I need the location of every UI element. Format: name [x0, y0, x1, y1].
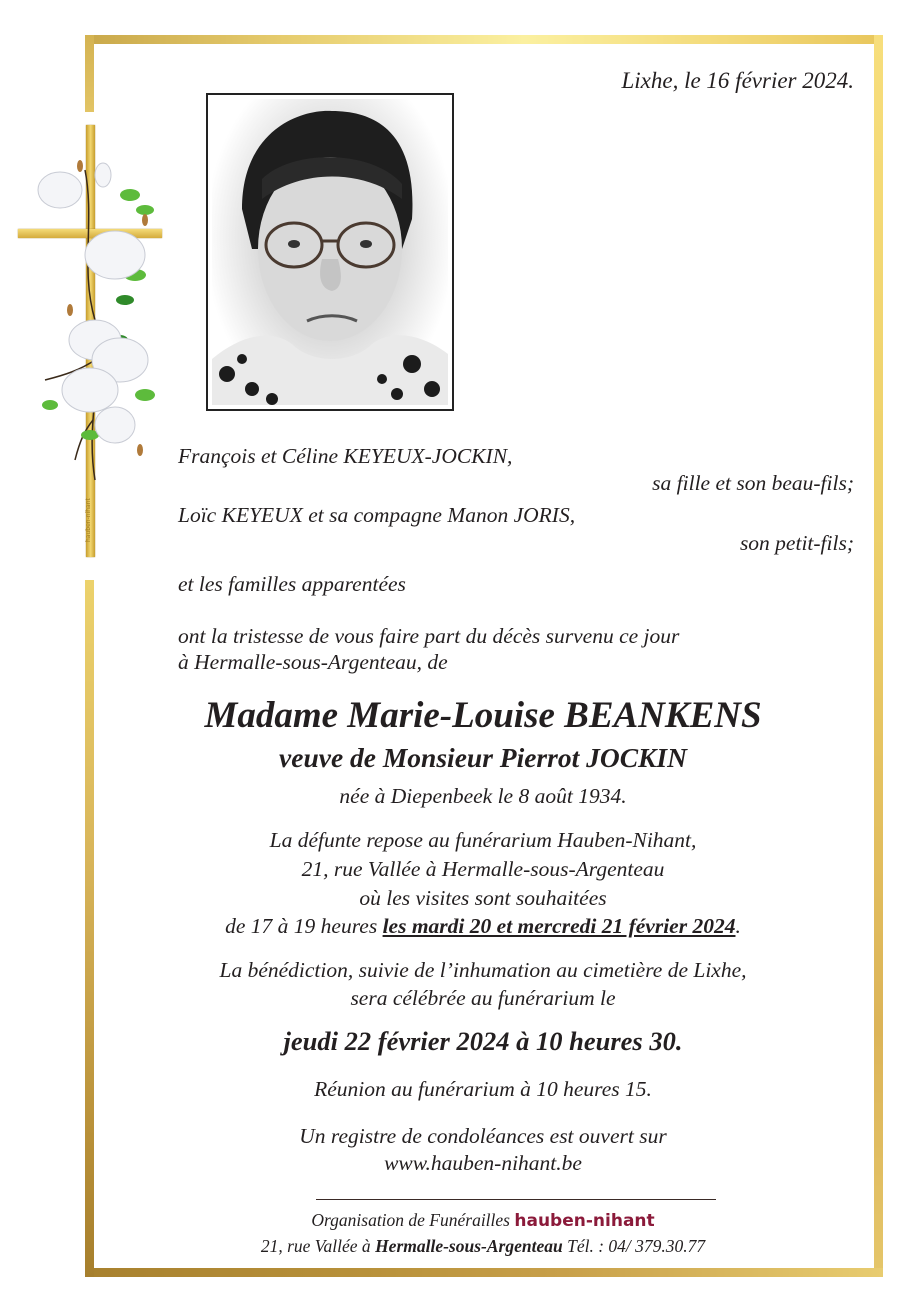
announcement-line: ont la tristesse de vous faire part du décès survenu ce jour: [178, 624, 680, 648]
family-member-relation: sa fille et son beau-fils;: [652, 471, 854, 495]
ceremony-datetime: jeudi 22 février 2024 à 10 heures 30.: [283, 1026, 683, 1056]
family-extra: et les familles apparentées: [178, 572, 406, 596]
family-member-name: Loïc KEYEUX et sa compagne Manon JORIS,: [178, 503, 576, 527]
family-member-relation: son petit-fils;: [739, 531, 854, 555]
visitation-line: La défunte repose au funérarium Hauben-Nihant,: [269, 828, 697, 852]
visitation-line: 21, rue Vallée à Hermalle-sous-Argenteau: [301, 857, 665, 881]
portrait-icon: [212, 99, 448, 405]
magnolia-flowers-icon: [25, 160, 165, 490]
brand-logo: hauben-nihant: [514, 1211, 655, 1231]
deceased-name: Madame Marie-Louise BEANKENS: [204, 695, 762, 736]
condolences-website[interactable]: www.hauben-nihant.be: [384, 1151, 582, 1175]
visitation-line: où les visites sont souhaitées: [359, 886, 607, 910]
frame-border-bottom: [85, 1268, 883, 1277]
family-member-name: François et Céline KEYEUX-JOCKIN,: [178, 444, 513, 468]
portrait-photo: [206, 93, 454, 411]
footer-organisation: [90, 1210, 876, 1231]
ceremony-line: sera célébrée au funérarium le: [350, 986, 616, 1010]
frame-border-top: [85, 35, 883, 44]
condolences-line: Un registre de condoléances est ouvert sur: [299, 1124, 667, 1148]
footer-phone: Tél. : 04/ 379.30.77: [562, 1236, 706, 1256]
deceased-widow-of: veuve de Monsieur Pierrot JOCKIN: [279, 742, 687, 773]
frame-border-left-top: [85, 35, 94, 112]
footer-org-prefix: Organisation de Funérailles: [311, 1210, 515, 1230]
footer-address-prefix: 21, rue Vallée à: [260, 1236, 376, 1256]
ceremony-meeting: Réunion au funérarium à 10 heures 15.: [314, 1077, 652, 1101]
cross-watermark: hauben-nihant: [85, 498, 92, 542]
visitation-end: .: [735, 914, 741, 938]
visitation-hours: [90, 914, 876, 939]
place-date: Lixhe, le 16 février 2024.: [621, 68, 854, 93]
portrait-image: [212, 99, 448, 405]
ceremony-line: La bénédiction, suivie de l’inhumation au cimetière de Lixhe,: [219, 958, 747, 982]
announcement-line: à Hermalle-sous-Argenteau, de: [178, 650, 448, 674]
footer-address: [90, 1236, 876, 1257]
footer-town: Hermalle-sous-Argenteau: [375, 1236, 563, 1256]
visitation-dates: les mardi 20 et mercredi 21 février 2024: [382, 914, 736, 938]
visitation-hours-text: de 17 à 19 heures: [225, 914, 383, 938]
deceased-birth: née à Diepenbeek le 8 août 1934.: [339, 784, 627, 808]
footer-divider: [316, 1199, 716, 1200]
